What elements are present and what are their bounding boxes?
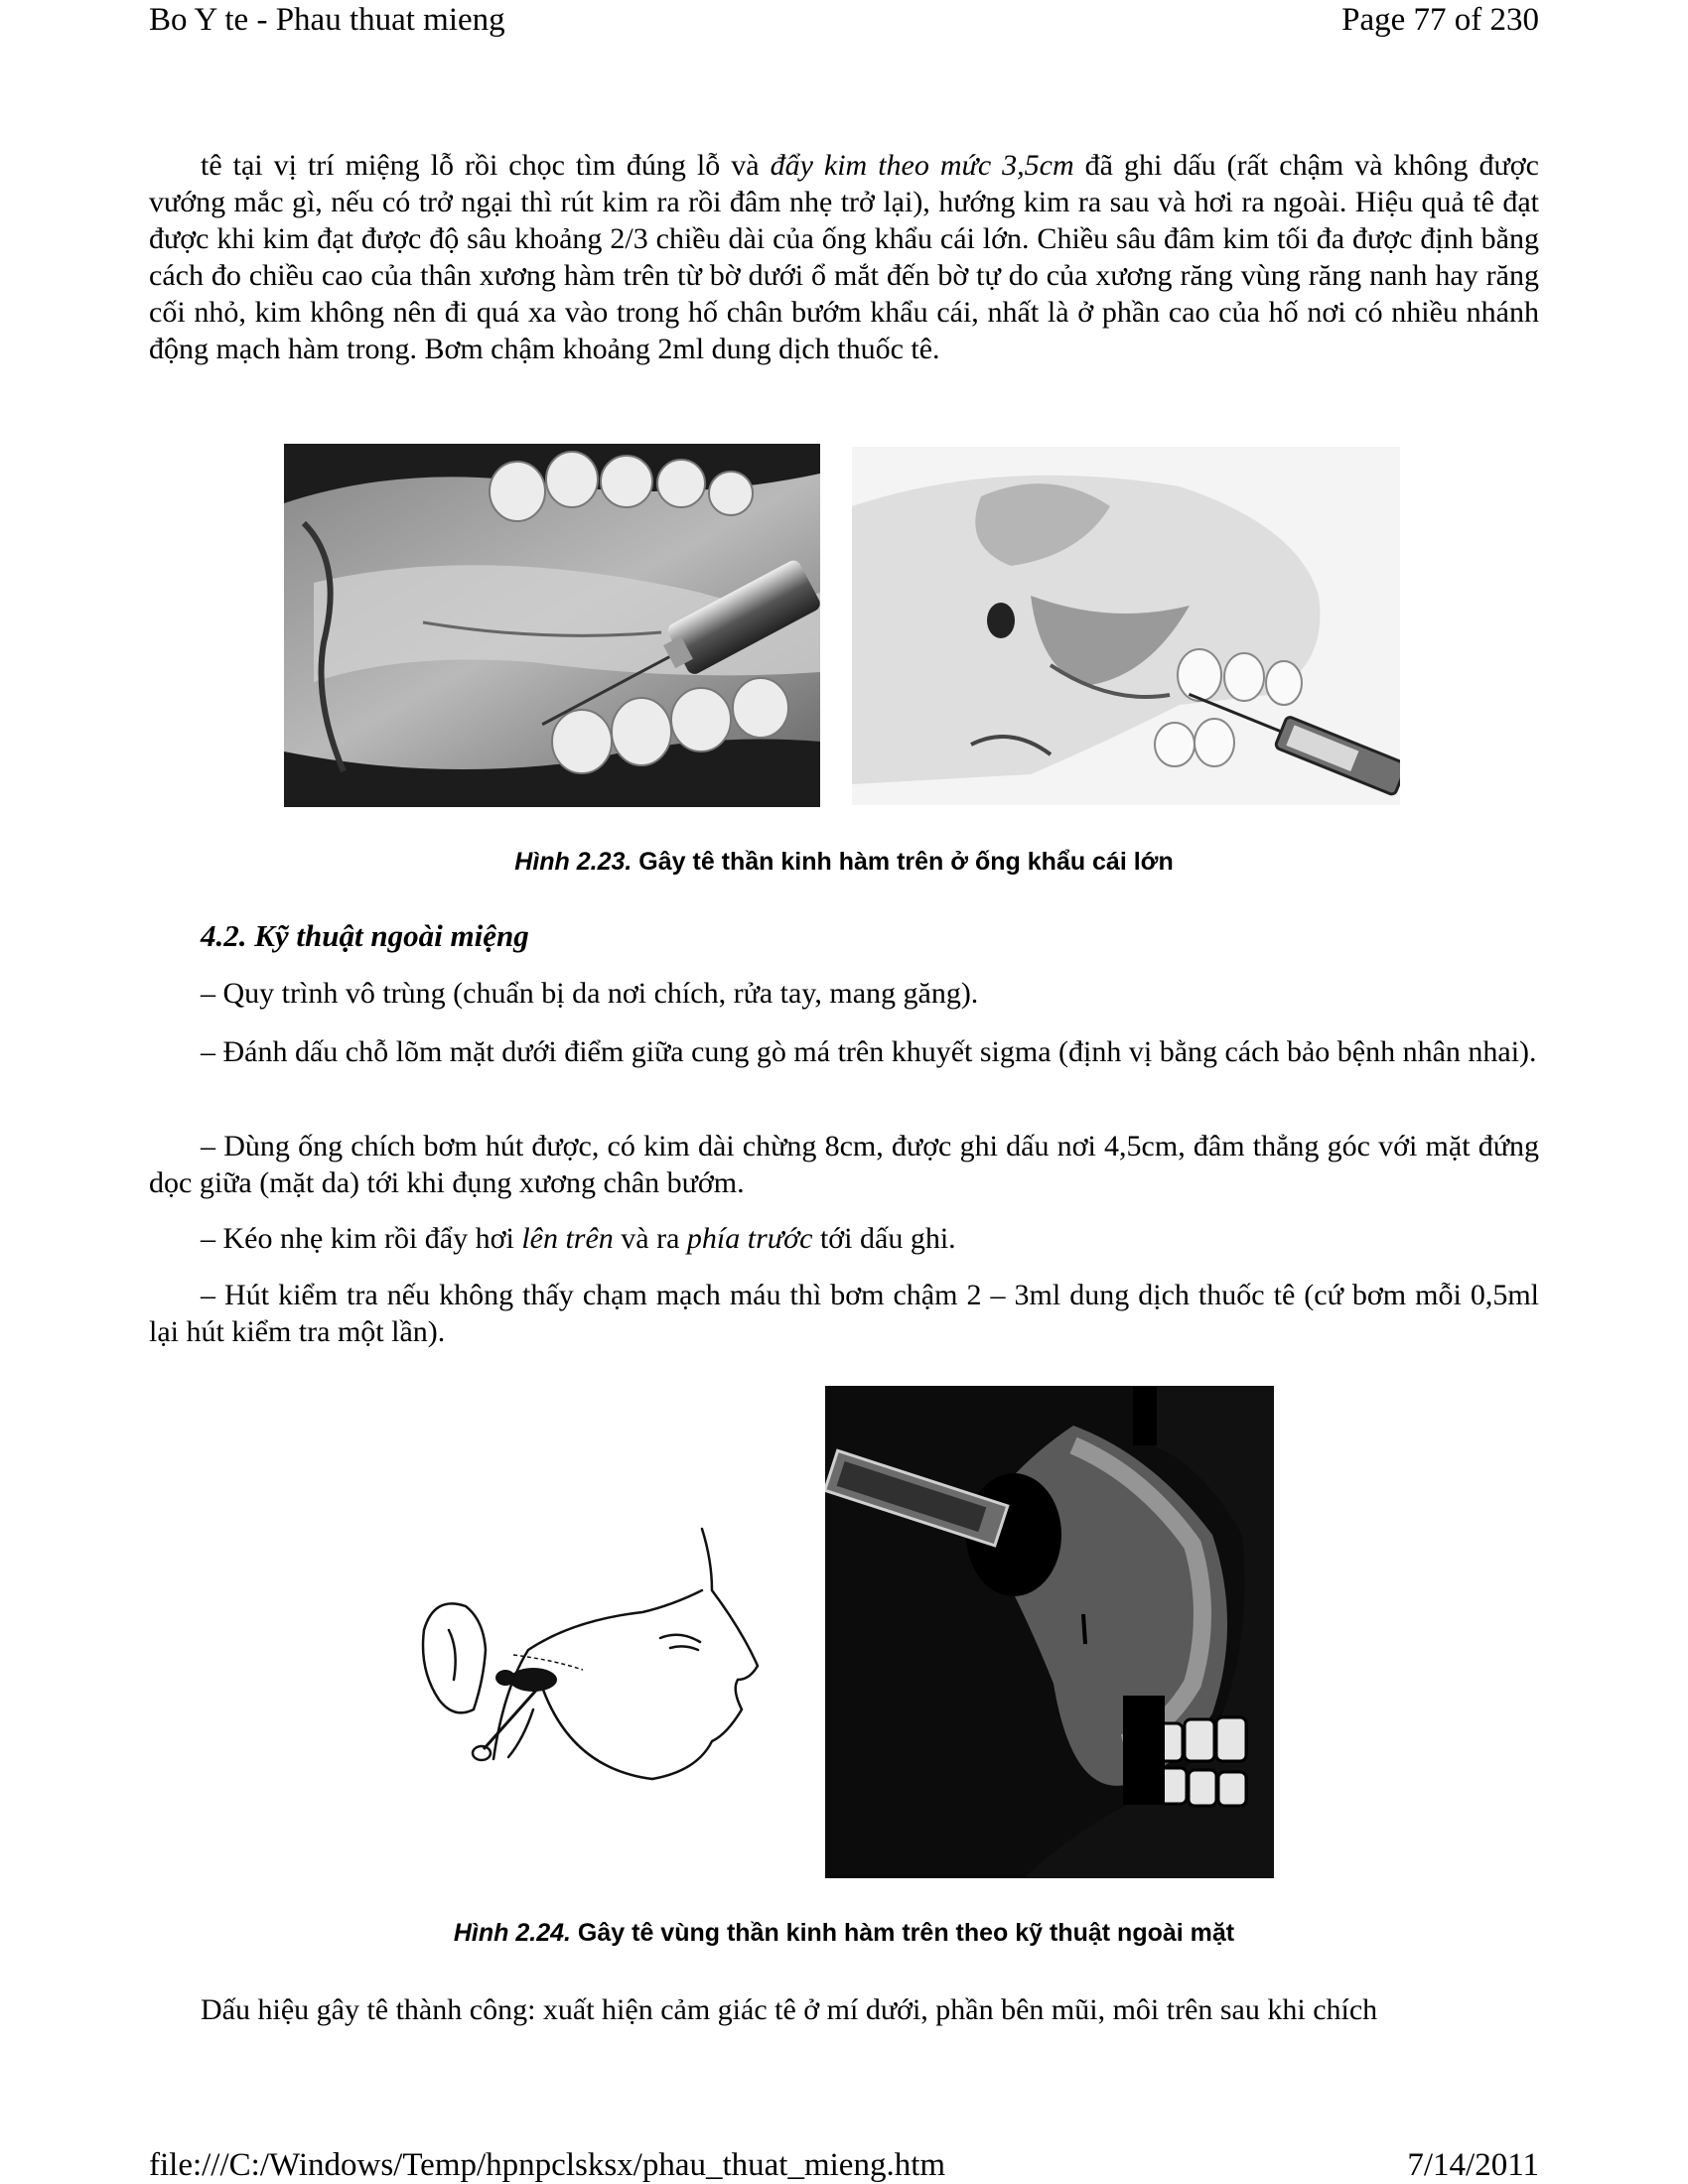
palate-photo-image — [284, 444, 820, 807]
face-drawing-image — [414, 1521, 772, 1783]
list-item-aspirate: – Hút kiểm tra nếu không thấy chạm mạch máu thì bơm chậm 2 – 3ml dung dịch thuốc tê (cứ bơm mỗi 0,5ml lại hút kiểm tra một lần). — [149, 1279, 1539, 1348]
paragraph-injection-technique — [149, 147, 1539, 367]
list-item-text: – Kéo nhẹ kim rồi đẩy hơi — [201, 1222, 522, 1255]
page-header-title: Bo Y te - Phau thuat mieng — [149, 2, 505, 38]
paragraph-success-sign: Dấu hiệu gây tê thành công: xuất hiện cảm giác tê ở mí dưới, phần bên mũi, môi trên sau khi chích — [201, 1993, 1378, 2026]
figure-face-drawing — [414, 1521, 772, 1783]
list-item-sterile: – Quy trình vô trùng (chuẩn bị da nơi chích, rửa tay, mang găng). — [201, 977, 979, 1010]
caption-label: Hình 2.24. — [453, 1919, 571, 1947]
caption-text: Gây tê thần kinh hàm trên ở ống khẩu cái lớn — [632, 848, 1174, 876]
list-item-mark-point: – Đánh dấu chỗ lõm mặt dưới điểm giữa cung gò má trên khuyết sigma (định vị bằng cách bảo bệnh nhân nhai). — [201, 1035, 1537, 1068]
list-item-text: tới dấu ghi. — [812, 1222, 956, 1255]
paragraph-text: tê tại vị trí miệng lỗ rồi chọc tìm đúng lỗ và — [201, 149, 771, 182]
emphasis-text: phía trước — [686, 1222, 813, 1255]
figure-palate-photo — [284, 444, 820, 807]
patient-photo-image — [825, 1386, 1274, 1878]
list-item-syringe: – Dùng ống chích bơm hút được, có kim dài chừng 8cm, được ghi dấu nơi 4,5cm, đâm thẳng góc với mặt đứng dọc giữa (mặt da) tới khi đụng xương chân bướm. — [149, 1130, 1539, 1199]
figure-skull-photo — [852, 447, 1400, 805]
emphasis-text: lên trên — [521, 1222, 614, 1255]
page-footer-date: 7/14/2011 — [1407, 2147, 1539, 2183]
list-item-text: và ra — [613, 1222, 687, 1255]
figure-caption-2-23 — [149, 847, 1539, 877]
section-heading: 4.2. Kỹ thuật ngoài miệng — [201, 918, 529, 953]
figure-caption-2-24 — [149, 1918, 1539, 1948]
caption-text: Gây tê vùng thần kinh hàm trên theo kỹ thuật ngoài mặt — [570, 1919, 1235, 1947]
skull-photo-image — [852, 447, 1400, 805]
caption-label: Hình 2.23. — [514, 848, 633, 876]
page-header-page-number: Page 77 of 230 — [1341, 2, 1539, 38]
page-footer-url: file:///C:/Windows/Temp/hpnpclsksx/phau_thuat_mieng.htm — [149, 2147, 946, 2183]
emphasis-text: đẩy kim theo mức 3,5cm — [770, 149, 1074, 182]
figure-patient-photo — [825, 1386, 1274, 1878]
paragraph-text: đã ghi dấu (rất chậm và không được vướng mắc gì, nếu có trở ngại thì rút kim ra rồi đâm nhẹ trở lại), hướng kim ra sau và hơi ra ngoài. Hiệu quả tê đạt được khi kim đạt được độ sâu khoảng 2/3 chiều dài của ống khẩu cái lớn. Chiều sâu đâm kim tối đa được định bằng cách đo chiều cao của thân xương hàm trên từ bờ dưới ổ mắt đến bờ tự do của xương răng vùng răng nanh hay răng cối nhỏ, kim không nên đi quá xa vào trong hố chân bướm khẩu cái, nhất là ở phần cao của hố nơi có nhiều nhánh động mạch hàm trong. Bơm chậm khoảng 2ml dung dịch thuốc tê. — [149, 149, 1539, 365]
list-item-pull-needle — [149, 1220, 1539, 1257]
